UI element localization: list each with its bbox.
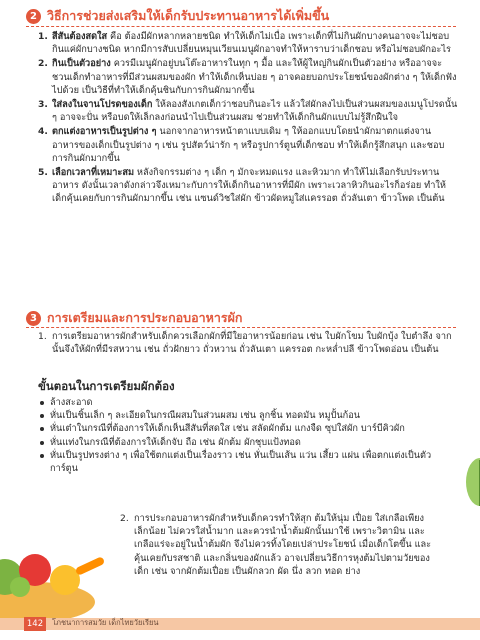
item-lead: ตกแต่งอาหารเป็นรูปต่าง ๆ	[52, 126, 157, 138]
section3-item2-container	[120, 512, 434, 579]
bullet-item: หั่นเต๋าในกรณีที่ต้องการให้เด็กเห็นสีสันที่สดใส เช่น สลัดผักต้ม แกงจืด ซุปใส่ผัก บาร์บีคิวผัก	[38, 422, 458, 435]
bullet-item: ล้างสะอาด	[38, 396, 458, 409]
list-item	[38, 57, 458, 97]
list-item	[38, 125, 458, 165]
item-number: 3.	[38, 99, 48, 111]
list-item	[38, 166, 458, 206]
section3-item1-container	[38, 330, 458, 357]
list-item	[38, 30, 458, 56]
bullet-item: หั่นแท่งในกรณีที่ต้องการให้เด็กจับ ถือ เช่น ผักต้ม ผักชุบแป้งทอด	[38, 436, 458, 449]
page-footer	[0, 610, 480, 640]
item-number: 1.	[38, 331, 47, 342]
item-lead: สีสันต้องสดใส	[52, 31, 108, 42]
section2-title: วิธีการช่วยส่งเสริมให้เด็กรับประทานอาหารได้เพิ่มขึ้น	[47, 8, 330, 23]
page-number: 142	[24, 617, 46, 631]
section2-badge: 2	[26, 9, 41, 24]
section3-header	[26, 308, 242, 328]
item-number: 4.	[38, 126, 48, 138]
item-lead: เลือกเวลาที่เหมาะสม	[52, 167, 135, 179]
section2-header	[26, 6, 329, 26]
item-text: หลังกิจกรรมต่าง ๆ เด็ก ๆ มักจะหมดแรง และหิวมาก ทำให้ไม่เลือกรับประทานอาหาร ดังนั้นเวลาดังกล่าวจึงเหมาะกับการให้เด็กกินอาหารที่มีผัก เพราะเวลาหิวกินอะไรก็อร่อย ทำให้เด็กคุ้นเคยกับการกินผักมากขึ้น เช่น แซนด์วิชใส่ผัก ข้าวผัดหมูใส่แครรอต ถั่วลันเตา ข้าวโพด เป็นต้น	[52, 167, 446, 205]
prep-steps-list	[38, 396, 458, 475]
section3-list	[38, 330, 458, 356]
item-number: 2.	[120, 513, 129, 524]
item-text: การเตรียมอาหารผักสำหรับเด็กควรเลือกผักที่มีใยอาหารน้อยก่อน เช่น ใบผักโขม ใบผักบุ้ง ใบตำลึง จากนั้นจึงให้ผักที่มีรสหวาน เช่น ถั่วฝักยาว ถั่วหวาน ถั่วลันเตา แครรอต กะหล่ำปลี ข้าวโพดอ่อน เป็นต้น	[52, 331, 452, 356]
item-lead: ใส่ลงในจานโปรดของเด็ก	[52, 99, 153, 111]
item-text: คือ ต้องมีผักหลากหลายชนิด ทำให้เด็กไม่เบื่อ เพราะเด็กที่ไม่กินผักบางคนอาจจะไม่ชอบกินแค่ผักบางชนิด หากมีการสับเปลี่ยนหมุนเวียนเมนูผักอาจทำให้หาราบว่าเด็กชอบ หรือไม่ชอบผักอะไร	[52, 31, 451, 56]
vegetable-bowl-illustration	[0, 532, 120, 622]
item-number: 2.	[38, 58, 48, 70]
section2-list-container	[38, 30, 458, 207]
item-text: ให้ลองสังเกตเด็กว่าชอบกินอะไร แล้วใส่ผักลงไปเป็นส่วนผสมของเมนูโปรดนั้น ๆ อาจจะปั่น หรือบดให้เล็กลงก่อนนำไปเป็นส่วนผสม ช่วยทำให้เด็กกินผักแบบไม่รู้สึกฝืนใจ	[52, 99, 458, 124]
list-item	[38, 98, 458, 124]
section3-title: การเตรียมและการประกอบอาหารผัก	[47, 310, 243, 325]
section3-divider	[26, 327, 456, 328]
prep-steps-heading: ขั้นตอนในการเตรียมผักต้อง	[38, 379, 175, 393]
section3-list-2	[120, 512, 434, 578]
item-text: การประกอบอาหารผักสำหรับเด็กควรทำให้สุก ต้มให้นุ่ม เปื่อย ใส่เกลือเพียงเล็กน้อย ไม่ควรใส่น้ำมาก และควรนำน้ำต้มผักนั้นมาใช้ เพราะวิตามิน และเกลือแร่จะอยู่ในน้ำต้มผัก จึงไม่ควรทิ้งโดยเปล่าประโยชน์ เมื่อเด็กโตขึ้น และคุ้นเคยกับรสชาติ และกลิ่นของผักแล้ว อาจเปลี่ยนวิธีการหุงต้มไปตามวัยของเด็ก เช่น จากผักต้มเปื่อย เป็นผักลวก ผัด นึ่ง ลวก ทอด ย่าง	[134, 513, 432, 577]
section3-badge: 3	[26, 311, 41, 326]
bullet-item: หั่นเป็นชิ้นเล็ก ๆ ละเอียดในกรณีผสมในส่วนผสม เช่น ลูกชิ้น ทอดมัน หมูปั้นก้อน	[38, 409, 458, 422]
leaf-illustration	[458, 452, 480, 512]
section2-divider	[26, 26, 456, 27]
section2-list	[38, 30, 458, 206]
item-lead: กินเป็นตัวอย่าง	[52, 58, 111, 70]
prep-steps-container	[38, 396, 458, 475]
item-text: ควรมีเมนูผักอยู่บนโต๊ะอาหารในทุก ๆ มื้อ และให้ผู้ใหญ่กินผักเป็นตัวอย่าง หรืออาจจะชวนเด็กทำอาหารที่มีส่วนผสมของผัก ทำให้เด็กเห็นบ่อย ๆ อาจคอยบอกประโยชน์ของผักต่าง ๆ ให้เด็กฟังไปด้วย เป็นวิธีที่ทำให้เด็กคุ้นชินกับการกินผักมากขึ้น	[52, 58, 457, 96]
footer-title: โภชนาการสมวัย เด็กไทยวัยเรียน	[52, 618, 159, 627]
bullet-item: หั่นเป็นรูปทรงต่าง ๆ เพื่อใช้ตกแต่งเป็นเรื่องราว เช่น หั่นเป็นเส้น แว่น เสี้ยว แผ่น เพื่อตกแต่งเป็นตัวการ์ตูน	[38, 449, 458, 475]
item-number: 1.	[38, 31, 48, 42]
item-text: นอกจากอาหารหน้าตาแบบเดิม ๆ ให้ออกแบบโดยนำผักมาตกแต่งจานอาหารของเด็กเป็นรูปต่าง ๆ เช่น รูปสัตว์น่ารัก ๆ หรือรูปการ์ตูนที่เด็กชอบ ทำให้เด็กรู้สึกสนุก และชอบการกินผักมากขึ้น	[52, 126, 445, 164]
list-item	[120, 512, 434, 578]
list-item	[38, 330, 458, 356]
item-number: 5.	[38, 167, 48, 179]
